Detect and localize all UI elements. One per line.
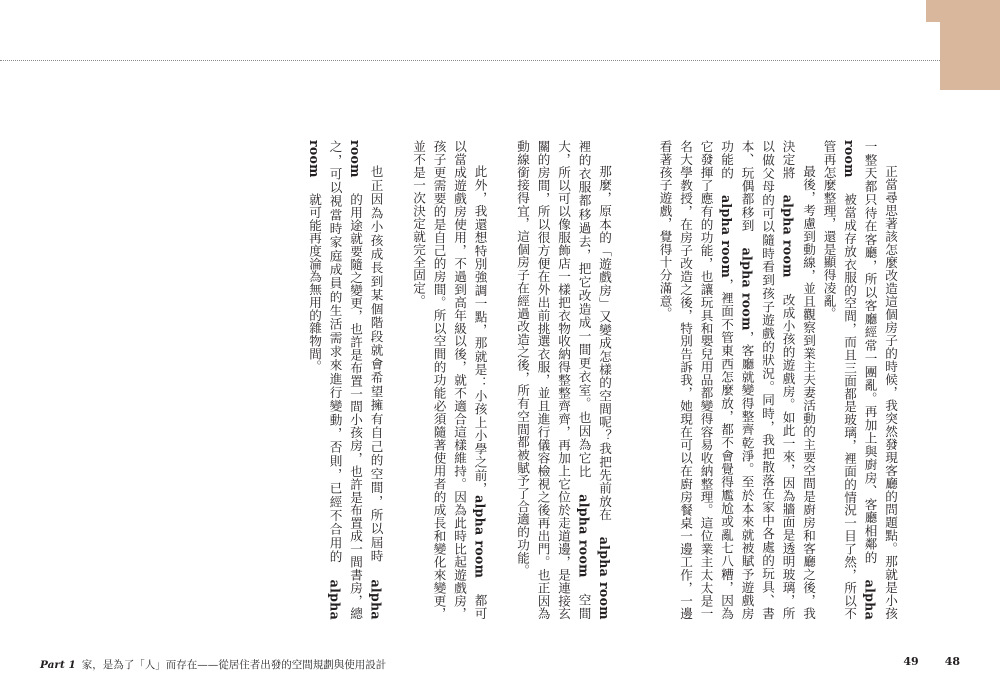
part-label: Part 1 bbox=[40, 659, 76, 671]
page-numbers bbox=[877, 655, 960, 668]
vertical-body-text bbox=[100, 140, 900, 620]
corner-decoration-block bbox=[940, 0, 1000, 90]
alpha-room-term: alpha room bbox=[842, 140, 878, 620]
alpha-room-term: alpha room bbox=[348, 140, 384, 620]
paragraph-5: 也正因為小孩成長到某個階段就會希望擁有自己的空間，所以屆時 alpha room 的用途就要隨之變更，也許是布置一間小孩房，也許是布置成一間書房，總之，可以視當時家庭成員的生活需求來進行變動，否則，已經不合用的 alpha room 就可能再度淪為無用的雜物間。 bbox=[307, 140, 384, 620]
alpha-room-term: alpha room bbox=[780, 194, 796, 278]
alpha-room-term: alpha room bbox=[719, 195, 734, 279]
page-number-left: 49 bbox=[903, 655, 919, 668]
paragraph-1: 正當尋思著該怎麼改造這個房子的時候，我突然發現客廳的問題點。那就是小孩一整天都只待在客廳，所以客廳經常一團亂。再加上與廚房、客廳相鄰的 alpha room 被當成存放衣服的空間，而且三面都是玻璃，裡面的情況一目了然，所以不管再怎麼整理，還是顯得凌亂。 bbox=[821, 140, 898, 620]
corner-decoration-notch bbox=[926, 0, 940, 22]
paragraph-3: 那麼，原本的「遊戲房」又變成怎樣的空間呢？我把先前放在 alpha room 裡的衣服都移過去，把它改造成一間更衣室。也因為它比 alpha room 空間大，所以可以像服飾店一樣把衣物收納得整整齊齊，再加上它位於走道邊，是連接玄關的房間，所以很方便在外出前挑選衣服，並且進行儀容檢視之後再出門。也正因為動線銜接得宜，這個房子在經過改造之後，所有空間都被賦予了合適的功能。 bbox=[515, 140, 612, 621]
alpha-room-term: alpha room bbox=[576, 494, 592, 578]
alpha-room-term: alpha room bbox=[597, 536, 612, 620]
header-dotted-rule bbox=[0, 60, 940, 61]
chapter-title: 家，是為了「人」而存在——從居住者出發的空間規劃與使用設計 bbox=[81, 659, 387, 671]
paragraph-4: 此外，我還想特別強調一點，那就是：小孩上小學之前，alpha room 都可以當成遊戲房使用，不過到高年級以後，就不適合這樣維持。因為此時比起遊戲房，孩子更需要的是自己的房間。所以空間的功能必須隨著使用者的成長和變化來變更，並不是一次決定就完全固定。 bbox=[411, 140, 488, 621]
alpha-room-term: alpha room bbox=[472, 495, 488, 579]
page-number-right: 48 bbox=[944, 655, 960, 668]
paragraph-2: 最後，考慮到動線，並且觀察到業主夫妻活動的主要空間是廚房和客廳之後，我決定將 alpha room 改成小孩的遊戲房。如此一來，因為牆面是透明玻璃，所以做父母的可以隨時看到孩子遊戲的狀況。同時，我把散落在家中各處的玩具、書本、玩偶都移到 alpha room，客廳就變得整齊乾淨。至於本來就被賦予遊戲房功能的 alpha room，裡面不管東西怎麼放，都不會覺得尷尬或亂七八糟，因為它發揮了應有的功能，也讓玩具和嬰兒用品都變得容易收納整理。這位業主太太是一名大學教授，在房子改造之後，特別告訴我，她現在可以在廚房餐桌一邊工作，一邊看著孩子遊戲，覺得十分滿意。 bbox=[657, 140, 816, 620]
alpha-room-term: alpha room bbox=[739, 247, 755, 331]
alpha-room-term: alpha room bbox=[307, 140, 343, 620]
running-footer bbox=[40, 657, 386, 672]
